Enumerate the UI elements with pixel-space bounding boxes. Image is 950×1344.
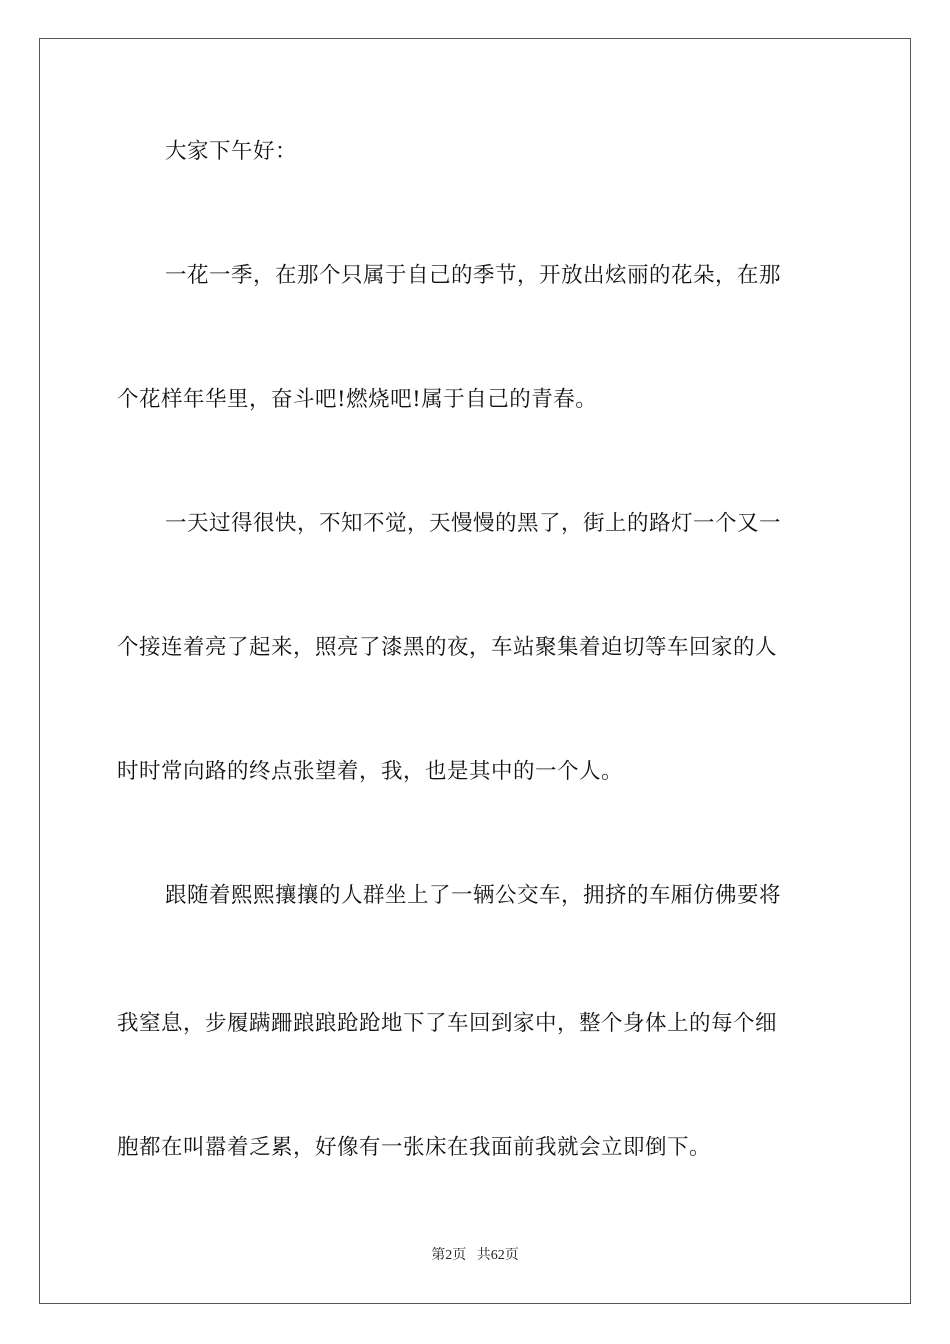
paragraph-3-line-3: 胞都在叫嚣着乏累，好像有一张床在我面前我就会立即倒下。 xyxy=(117,1135,712,1160)
paragraph-2-line-3: 时时常向路的终点张望着，我，也是其中的一个人。 xyxy=(117,759,624,784)
page-number: 第2页 xyxy=(431,1248,467,1263)
paragraph-3-line-2: 我窒息，步履蹒跚踉踉跄跄地下了车回到家中，整个身体上的每个细 xyxy=(117,1011,778,1036)
page-total: 共62页 xyxy=(476,1248,519,1263)
paragraph-1-line-2: 个花样年华里，奋斗吧!燃烧吧!属于自己的青春。 xyxy=(117,387,598,412)
greeting-line: 大家下午好： xyxy=(165,139,298,164)
paragraph-2-line-1: 一天过得很快，不知不觉，天慢慢的黑了，街上的路灯一个又一 xyxy=(165,511,782,536)
paragraph-2-line-2: 个接连着亮了起来，照亮了漆黑的夜，车站聚集着迫切等车回家的人 xyxy=(117,635,778,660)
page-border xyxy=(39,38,911,1304)
paragraph-3-line-1: 跟随着熙熙攘攘的人群坐上了一辆公交车，拥挤的车厢仿佛要将 xyxy=(165,883,782,908)
page-footer xyxy=(0,1244,950,1264)
paragraph-1-line-1: 一花一季，在那个只属于自己的季节，开放出炫丽的花朵，在那 xyxy=(165,263,782,288)
